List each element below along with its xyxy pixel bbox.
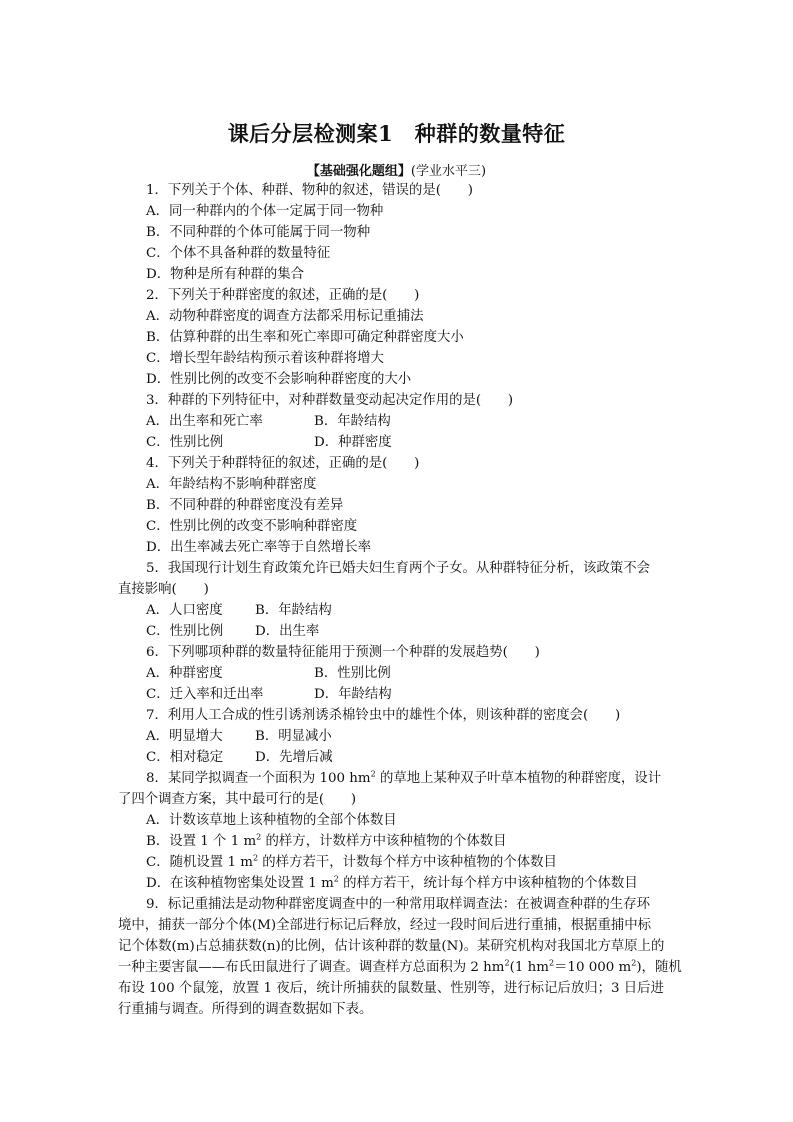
- q4-option-b: B．不同种群的种群密度没有差异: [146, 498, 344, 513]
- q8-stem-line2: 了四个调查方案，其中最可行的是( ): [118, 792, 357, 807]
- q4-option-c: C．性别比例的改变不影响种群密度: [146, 519, 358, 534]
- superscript-2: 2: [504, 958, 510, 968]
- q5-stem-line1: 5．我国现行计划生育政策允许已婚夫妇生育两个子女。从种群特征分析，该政策不会: [146, 561, 650, 576]
- q7-stem: 7．利用人工合成的性引诱剂诱杀棉铃虫中的雄性个体，则该种群的密度会( ): [146, 708, 621, 723]
- q9-line6: 行重捕与调查。所得到的调查数据如下表。: [118, 1002, 373, 1017]
- q9-line4: [118, 957, 682, 978]
- q8-stem-part2: 的草地上某种双子叶草本植物的种群密度，设计: [375, 771, 662, 786]
- q2-option-d: D．性别比例的改变不会影响种群密度的大小: [146, 372, 412, 387]
- q5-option-b: B．年龄结构: [255, 603, 332, 618]
- q9-line3: 记个体数(m)占总捕获数(n)的比例，估计该种群的数量(N)。某研究机构对我国北方草原上的: [118, 939, 665, 954]
- q7-option-a: A．明显增大: [146, 729, 223, 744]
- superscript-2: 2: [256, 832, 262, 842]
- q8-stem-part1: 8．某同学拟调查一个面积为 100 hm: [146, 771, 371, 786]
- q8-option-b-part2: 的样方，计数样方中该种植物的个体数目: [261, 834, 507, 849]
- q9-line4-part2: (1 hm: [509, 960, 549, 975]
- q9-line4-part4: )，随机: [636, 960, 682, 975]
- q6-option-c: C．迁入率和迁出率: [146, 687, 264, 702]
- q4-stem: 4．下列关于种群特征的叙述，正确的是( ): [146, 456, 420, 471]
- q8-option-d: [146, 873, 638, 894]
- q1-option-b: B．不同种群的个体可能属于同一物种: [146, 225, 371, 240]
- q8-option-a: A．计数该草地上该种植物的全部个体数目: [146, 813, 397, 828]
- q8-option-c-part1: C．随机设置 1 m: [146, 855, 253, 870]
- section-heading-bold: 【基础强化题组】: [306, 164, 411, 179]
- page-title: 课后分层检测案1 种群的数量特征: [227, 121, 566, 146]
- q6-stem: 6．下列哪项种群的数量特征能用于预测一个种群的发展趋势( ): [146, 645, 540, 660]
- q8-option-d-part1: D．在该种植物密集处设置 1 m: [146, 876, 334, 891]
- superscript-2: 2: [370, 769, 376, 779]
- q8-option-b-part1: B．设置 1 个 1 m: [146, 834, 257, 849]
- q1-option-c: C．个体不具备种群的数量特征: [146, 246, 331, 261]
- q1-option-d: D．物种是所有种群的集合: [146, 267, 305, 282]
- q4-option-d: D．出生率减去死亡率等于自然增长率: [146, 540, 371, 555]
- q9-line4-part1: 一种主要害鼠——布氏田鼠进行了调查。调查样方总面积为 2 hm: [118, 960, 505, 975]
- q3-option-c: C．性别比例: [146, 435, 224, 450]
- q5-option-c: C．性别比例: [146, 624, 224, 639]
- section-heading-note: (学业水平三): [410, 164, 487, 179]
- q5-stem-line2: 直接影响( ): [118, 582, 209, 597]
- q8-option-b: [146, 831, 507, 852]
- q8-option-c: [146, 852, 557, 873]
- q9-line5: 布设 100 个鼠笼，放置 1 夜后，统计所捕获的鼠数量、性别等，进行标记后放归；3 日后进: [118, 981, 664, 996]
- q6-option-b: B．性别比例: [314, 666, 391, 681]
- q2-option-a: A．动物种群密度的调查方法都采用标记重捕法: [146, 309, 424, 324]
- q7-option-b: B．明显减小: [255, 729, 332, 744]
- superscript-2: 2: [333, 874, 339, 884]
- q3-option-b: B．年龄结构: [314, 414, 391, 429]
- q8-option-c-part2: 的样方若干，计数每个样方中该种植物的个体数目: [258, 855, 557, 870]
- q9-line2: 境中，捕获一部分个体(M)全部进行标记后释放，经过一段时间后进行重捕，根据重捕中标: [118, 918, 652, 933]
- q9-line1: 9．标记重捕法是动物种群密度调查中的一种常用取样调查法：在被调查种群的生存环: [146, 897, 650, 912]
- q3-option-a: A．出生率和死亡率: [146, 414, 263, 429]
- q2-stem: 2．下列关于种群密度的叙述，正确的是( ): [146, 288, 420, 303]
- q5-option-a: A．人口密度: [146, 603, 223, 618]
- q2-option-b: B．估算种群的出生率和死亡率即可确定种群密度大小: [146, 330, 464, 345]
- q5-option-d: D．出生率: [255, 624, 320, 639]
- q6-option-d: D．年龄结构: [314, 687, 392, 702]
- q7-option-d: D．先增后减: [255, 750, 333, 765]
- superscript-2: 2: [252, 853, 259, 863]
- q1-stem: 1．下列关于个体、种群、物种的叙述，错误的是( ): [146, 183, 473, 198]
- q9-line4-part3: ＝10 000 m: [554, 960, 632, 975]
- q3-stem: 3．种群的下列特征中，对种群数量变动起决定作用的是( ): [146, 393, 514, 408]
- q8-stem-line1: [146, 768, 661, 789]
- q2-option-c: C．增长型年龄结构预示着该种群将增大: [146, 351, 384, 366]
- q8-option-d-part2: 的样方若干，统计每个样方中该种植物的个体数目: [338, 876, 638, 891]
- superscript-2: 2: [631, 958, 637, 968]
- q1-option-a: A．同一种群内的个体一定属于同一物种: [146, 204, 384, 219]
- section-heading: [0, 160, 793, 179]
- q6-option-a: A．种群密度: [146, 666, 223, 681]
- q3-option-d: D．种群密度: [314, 435, 392, 450]
- q7-option-c: C．相对稳定: [146, 750, 224, 765]
- q4-option-a: A．年龄结构不影响种群密度: [146, 477, 317, 492]
- superscript-2: 2: [548, 958, 555, 968]
